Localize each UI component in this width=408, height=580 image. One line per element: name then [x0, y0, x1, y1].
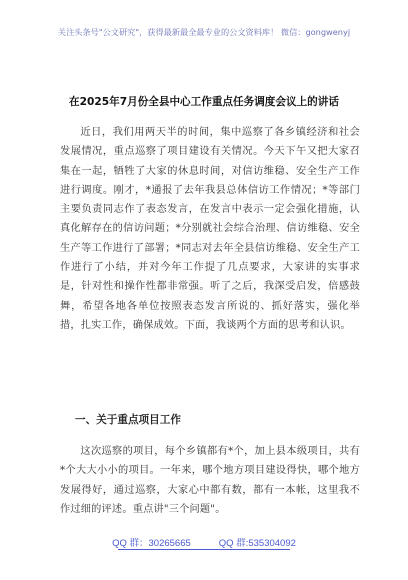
footer-qq-group-2[interactable]: QQ 群:535304092	[218, 538, 296, 549]
document-title: 在2025年7月份全县中心工作重点任务调度会议上的讲话	[69, 96, 339, 108]
top-banner: 关注头条号"公文研究"，获得最新最全最专业的公文资料库！ 微信：gongwenyj	[57, 27, 351, 37]
section-body	[60, 442, 360, 519]
footer-qq-group-1[interactable]: QQ 群：30265665	[112, 538, 191, 549]
footer	[0, 535, 408, 549]
section-paragraph: 这次巡察的项目，每个乡镇都有*个，加上县本级项目，共有*个大大小小的项目。一年来，哪个地方项目建设得快，哪个地方发展得好，通过巡察，大家心中都有数，都有一本帐，这里我不作过细的评述。重点讲"三个问题"。	[60, 446, 360, 515]
section-heading: 一、关于重点项目工作	[75, 414, 181, 426]
intro-body	[60, 123, 360, 335]
intro-paragraph: 近日，我们用两天半的时间，集中巡察了各乡镇经济和社会发展情况，重点巡察了项目建设有关情况。今天下午又把大家召集在一起，牺牲了大家的休息时间，对信访维稳、安全生产工作进行调度。刚才，*通报了去年我县总体信访工作情况；*等部门主要负责同志作了表态发言，在发言中表示一定会强化措施，认真化解存在的信访问题；*分别就社会综合治理、信访维稳、安全生产等工作进行了部署；*同志对去年全县信访维稳、安全生产工作进行了小结，并对今年工作提了几点要求，大家讲的实事求是，针对性和操作性都非常强。听了之后，我深受启发，倍感鼓舞，希望各地各单位按照表态发言所说的、抓好落实，强化举措，扎实工作，确保成效。下面，我谈两个方面的思考和认识。	[60, 127, 360, 331]
footer-underline	[118, 549, 290, 550]
